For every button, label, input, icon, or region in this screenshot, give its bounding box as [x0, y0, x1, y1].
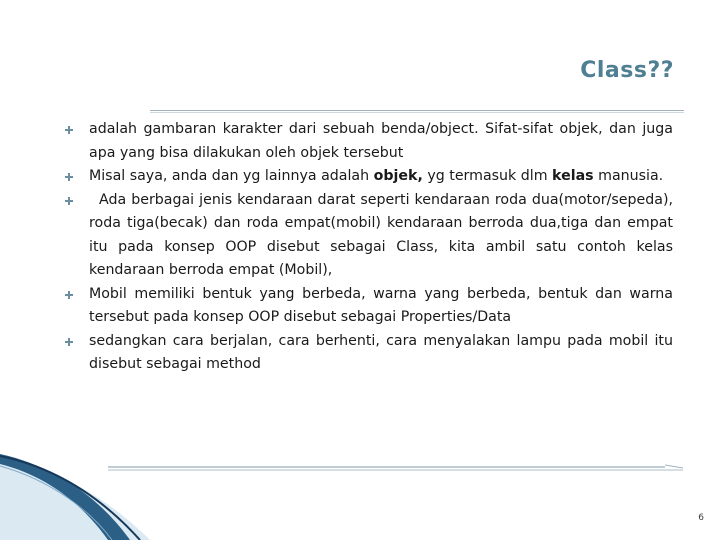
bullet-icon — [65, 291, 73, 299]
bullet-text: Mobil memiliki bentuk yang berbeda, warna yang berbeda, bentuk dan warna tersebut pada konsep OOP disebut sebagai Properties/Data — [89, 285, 673, 325]
bullet-text: Misal saya, anda dan yg lainnya adalah — [89, 168, 374, 184]
bullet-item — [65, 283, 673, 330]
bullet-icon — [65, 338, 73, 346]
bullet-icon — [65, 173, 73, 181]
bullet-item — [65, 330, 673, 377]
bullet-text: Ada berbagai jenis kendaraan darat seperti kendaraan roda dua(motor/sepeda), roda tiga(becak) dan roda empat(mobil) kendaraan berroda dua,tiga dan empat itu pada konsep OOP disebut sebagai Class, kita ambil satu contoh kelas kendaraan berroda empat (Mobil), — [89, 191, 678, 278]
title-divider-secondary — [150, 112, 684, 113]
bullet-text: manusia. — [593, 168, 664, 184]
page-number: 6 — [698, 513, 704, 523]
bullet-icon — [65, 197, 73, 205]
bold-term-kelas: kelas — [552, 168, 594, 184]
decorative-wave-footer — [0, 440, 720, 540]
bullet-text: yg termasuk dlm — [422, 168, 553, 184]
title-divider — [150, 110, 684, 111]
bullet-text: adalah gambaran karakter dari sebuah benda/object. Sifat-sifat objek, dan juga apa yang bisa dilakukan oleh objek tersebut — [89, 121, 673, 161]
bold-term-objek: objek, — [373, 168, 423, 184]
slide-title: Class?? — [580, 58, 674, 83]
bullet-text: sedangkan cara berjalan, cara berhenti, cara menyalakan lampu pada mobil itu disebut sebagai method — [89, 332, 673, 372]
bullet-item — [65, 189, 678, 283]
bullet-item — [65, 165, 673, 189]
bullet-item — [65, 118, 673, 165]
bullet-icon — [65, 126, 73, 134]
bullet-list — [65, 118, 678, 377]
